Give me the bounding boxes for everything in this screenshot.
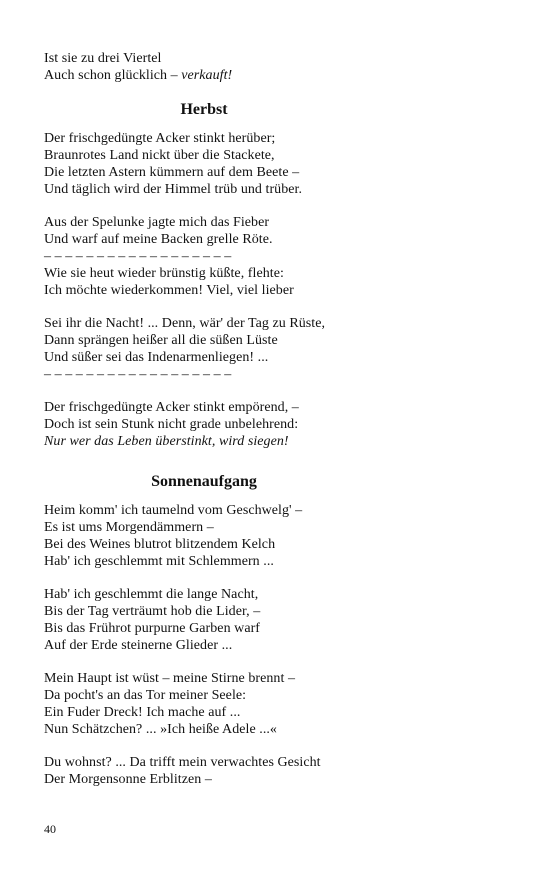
poem-line: Der frischgedüngte Acker stinkt empörend, – [44, 400, 299, 415]
sonnenaufgang-stanza-1 [44, 502, 364, 570]
herbst-stanza-3 [44, 315, 364, 383]
herbst-stanza-1 [44, 130, 364, 198]
sonnenaufgang-stanza-3 [44, 670, 364, 738]
poem-line: Bis der Tag verträumt hob die Lider, – [44, 604, 261, 619]
poem-line: Mein Haupt ist wüst – meine Stirne brennt – [44, 671, 296, 686]
poem-line: Hab' ich geschlemmt die lange Nacht, [44, 587, 259, 602]
sonnenaufgang-stanza-4 [44, 754, 364, 788]
poem-line: Sei ihr die Nacht! ... Denn, wär' der Tag zu Rüste, [44, 316, 326, 331]
herbst-stanza-2 [44, 214, 364, 299]
poem-line: Bei des Weines blutrot blitzendem Kelch [44, 537, 276, 552]
poem-line: Braunrotes Land nickt über die Stackete, [44, 148, 275, 163]
poem-line: Ist sie zu drei Viertel [44, 51, 162, 66]
poem-page [44, 50, 364, 804]
poem-line-italic-text: verkauft! [181, 68, 233, 83]
herbst-stanza-4 [44, 399, 364, 450]
poem-line: Der Morgensonne Erblitzen – [44, 772, 212, 787]
poem-title-herbst: Herbst [180, 101, 228, 118]
poem-line: Nun Schätzchen? ... »Ich heiße Adele ...« [44, 722, 277, 737]
dash-separator-line: – – – – – – – – – – – – – – – – – – [44, 249, 232, 264]
poem-line: Aus der Spelunke jagte mich das Fieber [44, 215, 270, 230]
poem-line: Heim komm' ich taumelnd vom Geschwelg' – [44, 503, 303, 518]
poem-line: Ich möchte wiederkommen! Viel, viel lieber [44, 283, 294, 298]
poem-line: Und täglich wird der Himmel trüb und trüber. [44, 182, 303, 197]
poem-line: Wie sie heut wieder brünstig küßte, flehte: [44, 266, 284, 281]
poem-line: Die letzten Astern kümmern auf dem Beete – [44, 165, 300, 180]
poem-line: Doch ist sein Stunk nicht grade unbelehrend: [44, 417, 299, 432]
poem-line: Da pocht's an das Tor meiner Seele: [44, 688, 247, 703]
poem-line: Auf der Erde steinerne Glieder ... [44, 638, 233, 653]
poem-line: Bis das Frührot purpurne Garben warf [44, 621, 261, 636]
previous-poem-ending [44, 50, 364, 84]
poem-line-text: Auch schon glücklich – [44, 68, 182, 83]
poem-line: Dann sprängen heißer all die süßen Lüste [44, 333, 278, 348]
poem-line: Es ist ums Morgendämmern – [44, 520, 214, 535]
poem-line: Hab' ich geschlemmt mit Schlemmern ... [44, 554, 274, 569]
poem-line [44, 67, 364, 84]
poem-title-sonnenaufgang: Sonnenaufgang [151, 473, 257, 490]
poem-line: Und süßer sei das Indenarmenliegen! ... [44, 350, 269, 365]
dash-separator-line: – – – – – – – – – – – – – – – – – – [44, 367, 232, 382]
poem-line: Und warf auf meine Backen grelle Röte. [44, 232, 273, 247]
page-number: 40 [44, 822, 56, 836]
sonnenaufgang-stanza-2 [44, 586, 364, 654]
poem-line: Du wohnst? ... Da trifft mein verwachtes Gesicht [44, 755, 321, 770]
poem-line: Ein Fuder Dreck! Ich mache auf ... [44, 705, 241, 720]
poem-line-italic: Nur wer das Leben überstinkt, wird siegen! [44, 434, 289, 449]
poem-line: Der frischgedüngte Acker stinkt herüber; [44, 131, 276, 146]
